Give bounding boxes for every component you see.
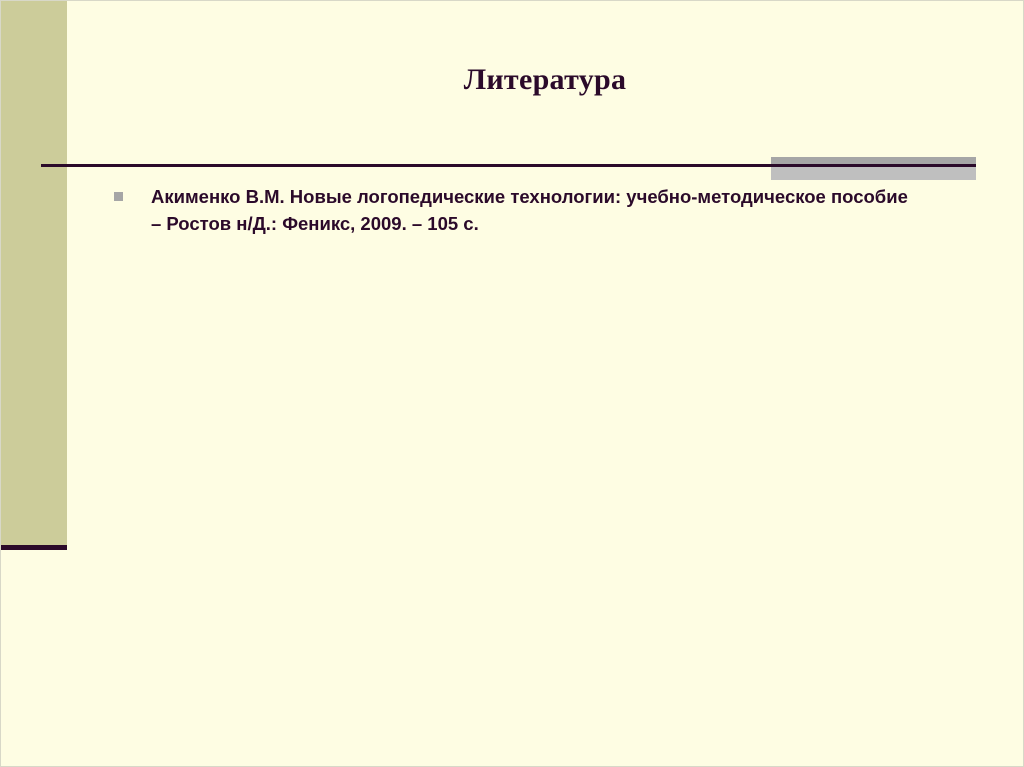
left-band-rule <box>1 545 67 550</box>
title-accent-bars <box>771 157 976 180</box>
bullet-text: Акименко В.М. Новые логопедические технологии: учебно-методическое пособие – Ростов н/Д.: Феникс, 2009. – 105 с. <box>151 186 908 234</box>
square-bullet-icon <box>114 192 123 201</box>
list-item <box>111 183 911 237</box>
left-decorative-band <box>1 1 67 549</box>
slide-title: Литература <box>463 63 627 96</box>
content-area <box>111 183 911 237</box>
